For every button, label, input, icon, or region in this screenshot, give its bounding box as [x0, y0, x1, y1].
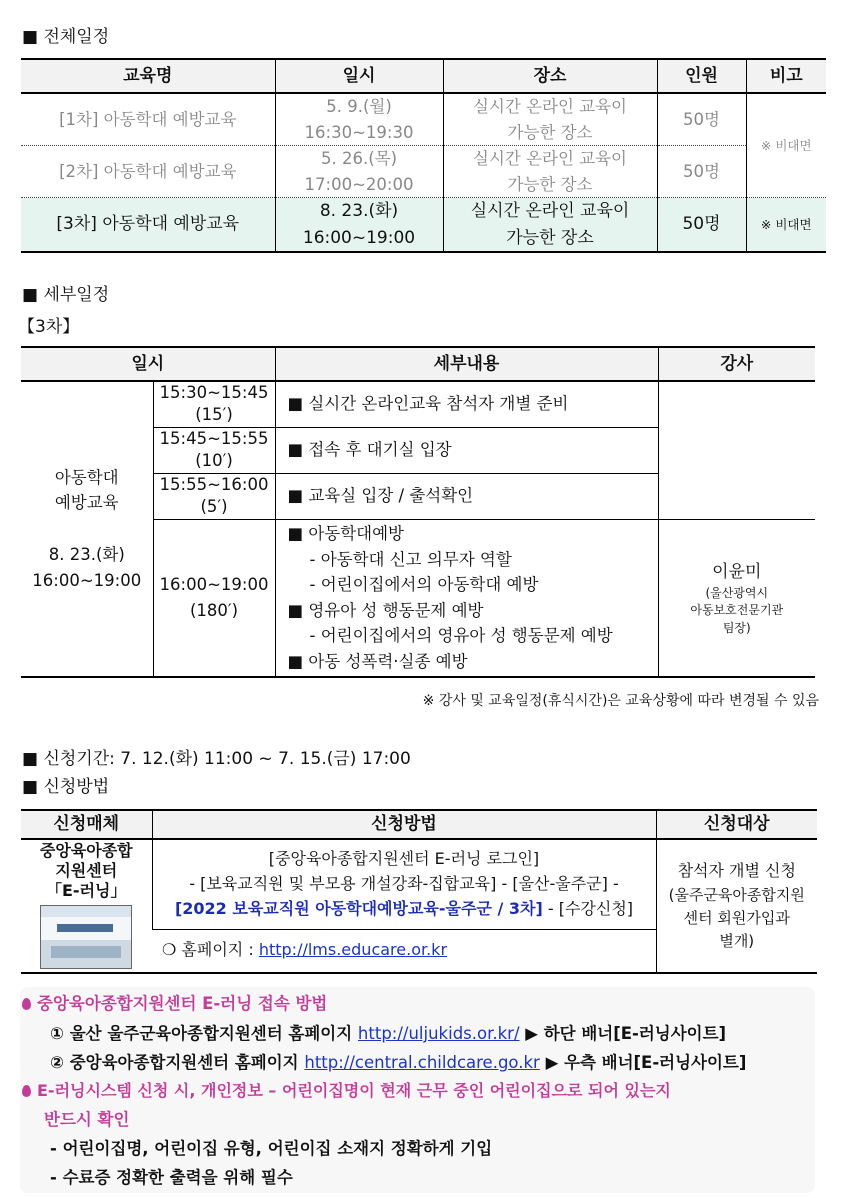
- target-line: 센터 회원가입과: [683, 908, 790, 927]
- col-place: 장소: [443, 59, 657, 93]
- overview-table: [21, 58, 826, 253]
- target-line: (울주군육아종합지원: [668, 885, 805, 904]
- overview-header-row: [21, 59, 826, 93]
- content-item: ■ 아동학대예방: [287, 524, 404, 544]
- col-target: 신청대상: [656, 810, 817, 839]
- notice-bullet: - 수료증 정확한 출력을 위해 필수: [50, 1168, 293, 1187]
- course-title-highlight: [2022 보육교직원 아동학대예방교육-울주군 / 3차]: [174, 898, 543, 918]
- table-row-highlighted: [21, 198, 826, 252]
- col-method: 신청방법: [152, 810, 656, 839]
- slot-duration: (10′): [195, 451, 233, 471]
- main-content: [275, 519, 658, 677]
- instructor-affiliation: 팀장): [722, 620, 751, 635]
- homepage-link[interactable]: http://lms.educare.or.kr: [258, 940, 448, 960]
- detail-table: [21, 346, 815, 678]
- instructor-affiliation: (울산광역시: [705, 585, 769, 600]
- slot-range: 16:00~19:00: [159, 575, 269, 595]
- slot-range: 15:45~15:55: [159, 428, 269, 448]
- target-line: 별개): [719, 932, 755, 951]
- method-line: [중앙육아종합지원센터 E-러닝 로그인]: [268, 849, 540, 869]
- detail-heading: ■ 세부일정: [22, 285, 110, 305]
- program-name: 아동학대: [54, 467, 119, 487]
- place-line: 실시간 온라인 교육이: [470, 201, 630, 222]
- slot-time: [153, 473, 275, 519]
- detail-header-row: [21, 347, 815, 381]
- schedule-footnote: ※ 강사 및 교육일정(휴식시간)은 교육상황에 따라 변경될 수 있음: [422, 693, 819, 709]
- slot-range: 15:30~15:45: [159, 383, 269, 402]
- table-row: [21, 381, 815, 427]
- step-text: ② 중앙육아종합지원센터 홈페이지: [50, 1053, 305, 1072]
- slot-time: [153, 427, 275, 473]
- target-cell: [656, 839, 817, 973]
- slot-content: ■ 접속 후 대기실 입장: [275, 427, 658, 473]
- target-line: 참석자 개별 신청: [677, 860, 796, 880]
- drop-icon: [22, 998, 31, 1010]
- slot-content: ■ 실시간 온라인교육 참석자 개별 준비: [275, 381, 658, 427]
- application-period: ■ 신청기간: 7. 12.(화) 11:00 ~ 7. 15.(금) 17:00: [22, 749, 411, 769]
- date-text: 5. 9.(월): [326, 97, 392, 116]
- central-childcare-link[interactable]: http://central.childcare.go.kr: [304, 1053, 540, 1072]
- col-count: 인원: [657, 59, 746, 93]
- course-place: [443, 93, 657, 146]
- course-count: 50명: [657, 198, 746, 252]
- course-name: [2차] 아동학대 예방교육: [21, 146, 275, 198]
- table-row: [21, 839, 817, 929]
- course-name: [1차] 아동학대 예방교육: [59, 109, 237, 129]
- table-row: [21, 146, 826, 198]
- col-course: 교육명: [21, 59, 275, 93]
- table-row: [21, 93, 826, 146]
- notice-title-continued: 반드시 확인: [44, 1110, 130, 1129]
- overview-heading: ■ 전체일정: [22, 27, 110, 47]
- method-line: - [보육교직원 및 부모용 개설강좌-집합교육] - [울산-울주군] -: [189, 873, 619, 893]
- drop-icon: [22, 1085, 31, 1097]
- application-header-row: [21, 810, 817, 839]
- course-datetime: [275, 198, 443, 252]
- notice-box: [20, 987, 815, 1193]
- uljukids-link[interactable]: http://uljukids.or.kr/: [357, 1024, 520, 1043]
- content-subitem: - 아동학대 신고 의무자 역할: [309, 549, 512, 569]
- content-subitem: - 어린이집에서의 영유아 성 행동문제 예방: [309, 626, 613, 646]
- homepage-label: ❍ 홈페이지 :: [162, 940, 259, 960]
- detail-round: 【3차】: [18, 317, 80, 337]
- homepage-cell: [152, 929, 656, 973]
- slot-range: 15:55~16:00: [159, 474, 269, 494]
- course-count: 50명: [657, 93, 746, 146]
- place-line: 실시간 온라인 교육이: [473, 97, 627, 116]
- content-item: ■ 아동 성폭력·실종 예방: [287, 651, 468, 671]
- col-note: 비고: [746, 59, 826, 93]
- date-text: 5. 26.(목): [320, 149, 398, 169]
- step-text: ① 울산 울주군육아종합지원센터 홈페이지: [50, 1024, 358, 1043]
- program-date: 8. 23.(화): [48, 545, 125, 565]
- slot-content: ■ 교육실 입장 / 출석확인: [275, 473, 658, 519]
- notice-title-access: [22, 990, 327, 1014]
- notice-title-personal-info: [22, 1078, 671, 1101]
- notice-bullet: - 어린이집명, 어린이집 유형, 어린이집 소재지 정확하게 기입: [50, 1139, 493, 1158]
- slot-duration: (15′): [195, 405, 233, 425]
- medium-cell: [21, 839, 152, 973]
- slot-duration: (180′): [189, 600, 239, 620]
- time-text: 16:30~19:30: [304, 122, 414, 142]
- method-line-tail: - [수강신청]: [542, 898, 634, 918]
- medium-name: 지원센터: [55, 861, 118, 880]
- medium-name: 중앙육아종합: [39, 841, 133, 860]
- time-text: 17:00~20:00: [304, 174, 414, 194]
- program-cell: [21, 381, 153, 677]
- course-place: [443, 198, 657, 252]
- slot-duration: (5′): [200, 497, 228, 517]
- col-content: 세부내용: [275, 347, 658, 381]
- date-text: 8. 23.(화): [319, 201, 399, 222]
- col-datetime: 일시: [21, 347, 275, 381]
- content-item: ■ 영유아 성 행동문제 예방: [287, 600, 484, 620]
- course-datetime: [275, 93, 443, 146]
- step-tail: ▶ 우측 배너[E-러닝사이트]: [539, 1053, 747, 1072]
- place-line: 가능한 장소: [507, 174, 593, 194]
- course-note: ※ 비대면: [746, 198, 826, 252]
- program-time: 16:00~19:00: [32, 570, 142, 590]
- time-text: 16:00~19:00: [302, 227, 416, 248]
- col-datetime: 일시: [275, 59, 443, 93]
- step-tail: ▶ 하단 배너[E-러닝사이트]: [519, 1024, 727, 1043]
- col-medium: 신청매체: [21, 810, 152, 839]
- notice-title-text: 중앙육아종합지원센터 E-러닝 접속 방법: [37, 994, 328, 1013]
- medium-name: 「E-러닝」: [46, 881, 127, 900]
- application-table: [21, 809, 817, 974]
- place-line: 가능한 장소: [507, 122, 593, 142]
- notice-step-1: [50, 1020, 726, 1044]
- application-method-heading: ■ 신청방법: [22, 777, 110, 797]
- notice-title-text: E-러닝시스템 신청 시, 개인정보 – 어린이집명이 현재 근무 중인 어린이집으로 되어 있는지: [37, 1081, 671, 1100]
- course-note: ※ 비대면: [746, 93, 826, 198]
- instructor-cell: [658, 519, 815, 677]
- course-count: 50명: [657, 146, 746, 198]
- instructor-name: 이윤미: [712, 561, 762, 582]
- method-cell: [152, 839, 656, 929]
- col-instructor: 강사: [658, 347, 815, 381]
- content-subitem: - 어린이집에서의 아동학대 예방: [309, 575, 539, 595]
- course-datetime: [275, 146, 443, 198]
- place-line: 가능한 장소: [506, 227, 594, 248]
- notice-step-2: [50, 1049, 746, 1073]
- slot-time: [153, 381, 275, 427]
- instructor-affiliation: 아동보호전문기관: [690, 603, 784, 618]
- course-name: [3차] 아동학대 예방교육: [21, 198, 275, 252]
- slot-time: [153, 519, 275, 677]
- course-place: [443, 146, 657, 198]
- program-name: 예방교육: [54, 493, 119, 513]
- place-line: 실시간 온라인 교육이: [473, 149, 627, 169]
- instructor-empty: [658, 381, 815, 519]
- elearning-screenshot-thumbnail: [40, 905, 132, 969]
